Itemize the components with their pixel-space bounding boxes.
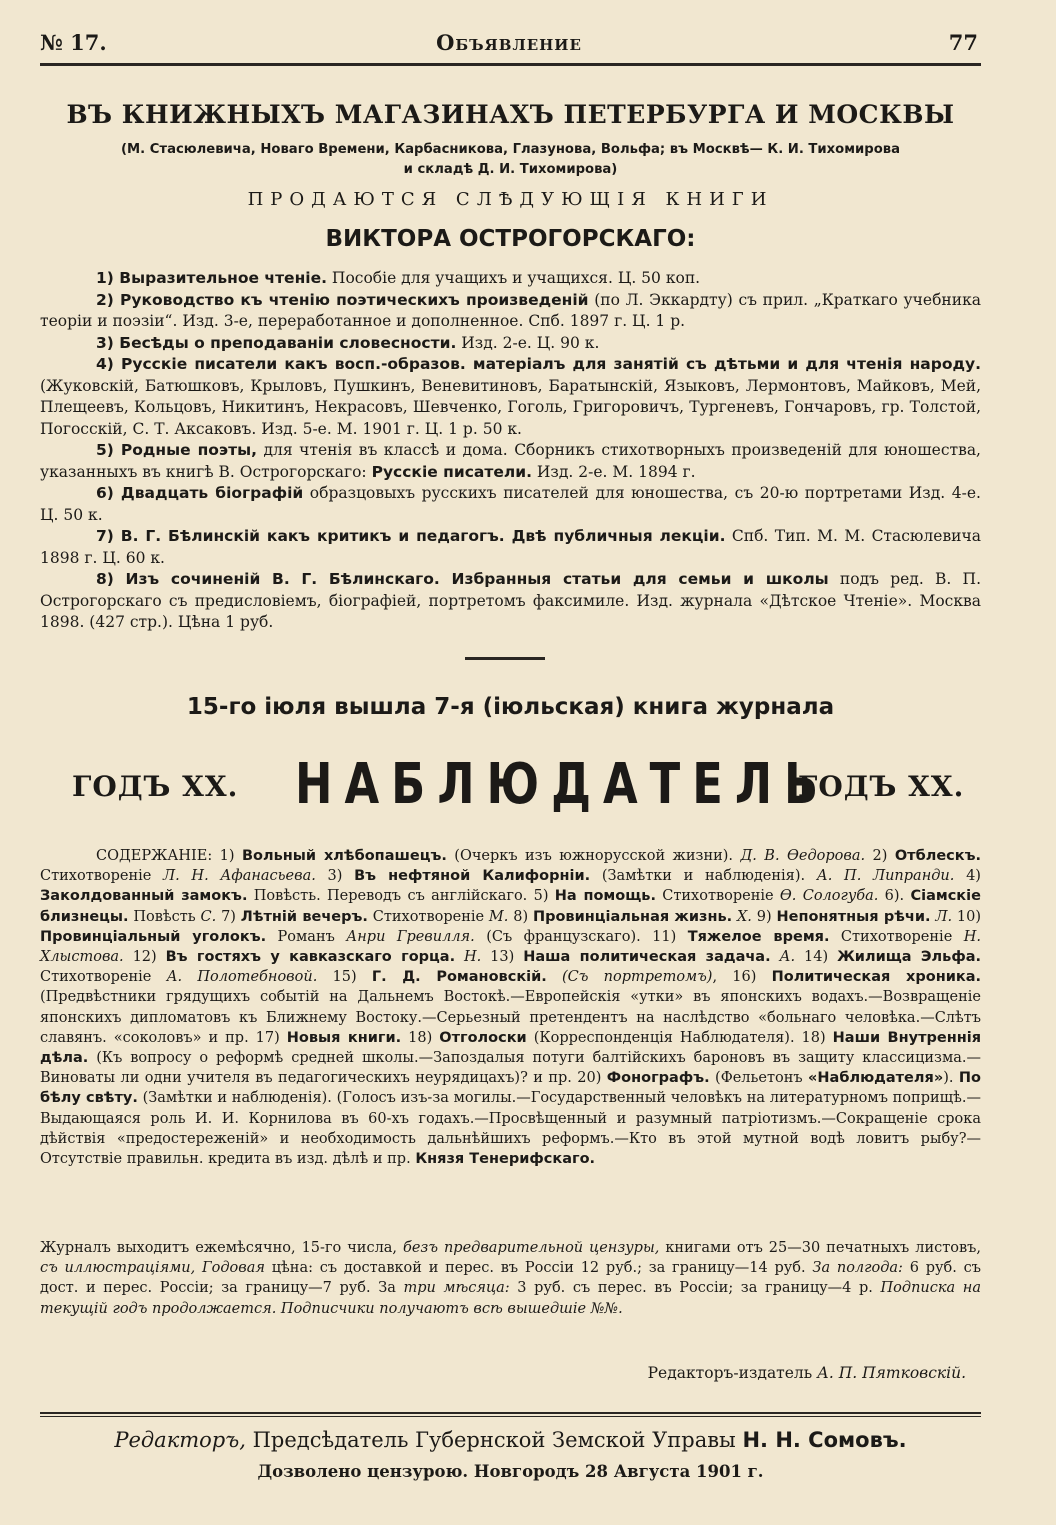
text-run: Стихотвореніе bbox=[655, 888, 780, 905]
text-run: 15) bbox=[317, 969, 372, 986]
text-run: Повѣсть. Переводъ съ англійскаго. 5) bbox=[247, 888, 555, 905]
book-title: 3) Бесѣды о преподаваніи словесности. bbox=[96, 333, 457, 352]
book-details: Изд. 2-е. Ц. 90 к. bbox=[456, 333, 600, 352]
author-name: Л. Н. Афанасьева. bbox=[163, 868, 316, 885]
ad-stores-list bbox=[40, 140, 981, 180]
text-run: Романъ bbox=[266, 928, 347, 945]
book-details: Изд. 2-е. М. 1894 г. bbox=[531, 462, 696, 481]
author-name: Анри Гревилля. bbox=[346, 928, 475, 945]
book-title: 4) Русскіе писатели какъ восп.-образов. матеріалъ для занятій съ дѣтьми и для чтенія народу. bbox=[96, 355, 981, 373]
text-run: 3) bbox=[315, 868, 355, 885]
book-details: подъ ред. В. П. Острогорскаго съ предисловіемъ, біографіей, портретомъ факсимиле. Изд. журнала «Дѣтское Чтеніе». Москва 1898. (427 стр.). Цѣна 1 руб. bbox=[40, 570, 981, 631]
issue-number: № 17. bbox=[40, 30, 107, 55]
footer-editor bbox=[40, 1428, 981, 1452]
stores-line-1: (М. Стасюлевича, Новаго Времени, Карбасникова, Глазунова, Вольфа; въ Москвѣ— К. И. Тихомирова bbox=[121, 142, 900, 157]
article-title: Наша политическая задача. bbox=[523, 949, 771, 966]
text-run: 1) bbox=[212, 848, 242, 864]
text-run: 3 руб. съ перес. въ Россіи; за границу—4 р. bbox=[509, 1280, 881, 1297]
ad-bookstores-title: ВЪ КНИЖНЫХЪ МАГАЗИНАХЪ ПЕТЕРБУРГА И МОСКВЫ bbox=[66, 100, 955, 129]
text-run: (Корреспонденція Наблюдателя). 18) bbox=[526, 1029, 833, 1046]
text-run: (Фельетонъ bbox=[709, 1070, 809, 1087]
text-run: (Съ французскаго). 11) bbox=[474, 928, 688, 945]
censorship-note: Дозволено цензурою. Новгородъ 28 Августа 1901 г. bbox=[257, 1462, 764, 1481]
book-item bbox=[40, 354, 981, 440]
text-run: 14) bbox=[795, 949, 838, 966]
text-run: 7) bbox=[216, 908, 241, 925]
article-title: Г. Д. Романовскій. bbox=[371, 969, 547, 986]
book-title: 8) Изъ сочиненій В. Г. Бѣлинскаго. Избранныя статьи для семьи и школы bbox=[96, 570, 829, 588]
footer-rule-thin bbox=[40, 1416, 981, 1417]
journal-announcement: 15-го іюля вышла 7-я (іюльская) книга журнала bbox=[186, 694, 835, 720]
author-name: За полгода: bbox=[812, 1260, 903, 1277]
article-title: Непонятныя рѣчи. bbox=[776, 908, 931, 925]
article-title: Наши Внутреннія дѣла. bbox=[40, 1029, 982, 1067]
text-run: 6 руб. съ дост. и перес. Россіи; за границу—7 руб. За bbox=[40, 1260, 981, 1297]
text-run: 9) bbox=[751, 908, 777, 925]
text-run: (Замѣтки и наблюденія). bbox=[590, 868, 817, 885]
article-title: Заколдованный замокъ. bbox=[40, 888, 248, 905]
book-details: Спб. Тип. М. М. Стасюлевича 1898 г. Ц. 60 к. bbox=[40, 527, 981, 567]
ad-selling-books: ПРОДАЮТСЯ СЛѢДУЮЩІЯ КНИГИ bbox=[247, 189, 774, 210]
footer-editor-role: Редакторъ, bbox=[114, 1428, 246, 1452]
article-title: Тяжелое время. bbox=[687, 928, 830, 945]
article-title: Вольный хлѣбопашецъ. bbox=[241, 848, 447, 864]
book-title: 5) Родные поэты, bbox=[96, 441, 257, 459]
subscription-terms bbox=[40, 1238, 981, 1319]
footer-rule-top bbox=[40, 1412, 981, 1414]
text-run: (Очеркъ изъ южнорусской жизни). bbox=[446, 848, 741, 864]
text-run: 2) bbox=[865, 848, 895, 864]
author-name: А. bbox=[779, 949, 796, 966]
book-title: Русскіе писатели. bbox=[371, 462, 532, 481]
article-title: Политическая хроника. bbox=[771, 969, 982, 986]
year-left: ГОДЪ XX. bbox=[72, 770, 239, 803]
book-item bbox=[40, 483, 981, 526]
article-title: Сіамскіе близнецы. bbox=[40, 888, 981, 925]
book-title: 2) Руководство къ чтенію поэтическихъ произведеній bbox=[96, 290, 589, 309]
footer-editor-text: Предсѣдатель Губернской Земской Управы bbox=[245, 1428, 743, 1452]
author-name: три мѣсяца: bbox=[403, 1280, 510, 1297]
author-name: Х. bbox=[736, 908, 752, 925]
author-name: Д. В. Ѳедорова. bbox=[740, 848, 866, 864]
book-item bbox=[40, 333, 981, 355]
text-run: 6). bbox=[878, 888, 911, 905]
book-details: образцовыхъ русскихъ писателей для юношества, съ 20-ю портретами Изд. 4-е. Ц. 50 к. bbox=[40, 484, 981, 524]
article-title: Жилища Эльфа. bbox=[837, 949, 982, 966]
text-run: Стихотвореніе bbox=[40, 969, 167, 986]
article-title: Провинціальная жизнь. bbox=[532, 908, 733, 925]
book-item bbox=[40, 526, 981, 569]
page-number: 77 bbox=[948, 30, 978, 55]
editor-publisher bbox=[40, 1364, 981, 1382]
text-run: 10) bbox=[952, 908, 982, 925]
text-run: 12) bbox=[123, 949, 166, 966]
article-title: Отблескъ. bbox=[894, 848, 982, 864]
header-rule bbox=[40, 63, 981, 66]
text-run bbox=[547, 969, 562, 985]
footer-editor-name: Н. Н. Сомовъ. bbox=[742, 1428, 907, 1452]
text-run: Повѣсть bbox=[128, 908, 201, 925]
contents-label: СОДЕРЖАНІЕ: bbox=[96, 848, 213, 864]
author-name: М. bbox=[488, 908, 509, 925]
text-run: Стихотвореніе bbox=[829, 928, 964, 945]
author-name: Н. bbox=[464, 949, 482, 966]
article-title: «Наблюдателя» bbox=[808, 1070, 944, 1087]
article-title: Новыя книги. bbox=[286, 1029, 402, 1046]
book-item bbox=[40, 569, 981, 634]
text-run: цѣна: съ доставкой и перес. въ Россіи 12 руб.; за границу—14 руб. bbox=[264, 1260, 813, 1277]
text-run: Журналъ выходитъ ежемѣсячно, 15-го числа, bbox=[40, 1240, 403, 1256]
author-name: (Съ портретомъ) bbox=[562, 969, 713, 986]
journal-title: НАБЛЮДАТЕЛЬ bbox=[295, 752, 831, 817]
article-title: Отголоски bbox=[439, 1029, 527, 1046]
author-name: А. П. Липранди. bbox=[816, 868, 955, 885]
text-run: ). bbox=[943, 1070, 959, 1087]
book-details: для чтенія въ классѣ и дома. Сборникъ стихотворныхъ произведеній для юношества, указанныхъ въ книгѣ В. Острогорскаго: bbox=[40, 441, 981, 481]
book-title: 6) Двадцать біографій bbox=[96, 484, 304, 502]
book-list bbox=[40, 268, 981, 634]
text-run: 8) bbox=[508, 908, 533, 925]
year-right: ГОДЪ XX. bbox=[798, 770, 965, 803]
book-item bbox=[40, 440, 981, 483]
book-item bbox=[40, 290, 981, 333]
text-run: (Къ вопросу о реформѣ средней школы.—Запоздалыя потуги балтійскихъ бароновъ въ защиту классицизма.—Виноваты ли одни учителя въ педагогическихъ неурядицахъ)? и пр. 20) bbox=[40, 1050, 981, 1087]
stores-line-2: и складѣ Д. И. Тихомирова) bbox=[403, 162, 618, 177]
author-name: Л. bbox=[935, 908, 953, 925]
article-title: Лѣтній вечеръ. bbox=[240, 908, 368, 925]
text-run bbox=[455, 949, 464, 965]
separator-rule bbox=[465, 657, 545, 660]
author-name: безъ предварительной цензуры, bbox=[403, 1240, 660, 1256]
ad-author: ВИКТОРА ОСТРОГОРСКАГО: bbox=[325, 226, 696, 252]
author-name: Ѳ. Сологуба. bbox=[779, 888, 879, 905]
author-name: А. Полотебновой. bbox=[166, 969, 318, 986]
article-title: Провинціальный уголокъ. bbox=[40, 928, 267, 945]
article-title: Князя Тенерифскаго. bbox=[415, 1151, 596, 1168]
book-details: (по Л. Эккардту) съ прил. „Краткаго учебника теоріи и поэзіи“. Изд. 3-е, переработанное и дополненное. Спб. 1897 г. Ц. 1 р. bbox=[40, 290, 981, 330]
book-details: (Жуковскій, Батюшковъ, Крыловъ, Пушкинъ, Веневитиновъ, Баратынскій, Языковъ, Лермонтовъ, Майковъ, Мей, Плещеевъ, Кольцовъ, Никитинъ, Некрасовъ, Шевченко, Гоголь, Григоровичъ, Тургеневъ, Гончаровъ, гр. Толстой, Погосскій, С. Т. Аксаковъ. Изд. 5-е. М. 1901 г. Ц. 1 р. 50 к. bbox=[40, 376, 981, 438]
author-name: съ иллюстраціями, Годовая bbox=[40, 1260, 265, 1277]
text-run bbox=[771, 949, 780, 965]
page-header bbox=[40, 30, 978, 60]
article-title: По бѣлу свѣту. bbox=[40, 1070, 981, 1107]
book-title: 1) Выразительное чтеніе. bbox=[96, 269, 327, 287]
book-details: Пособіе для учащихъ и учащихся. Ц. 50 коп. bbox=[327, 269, 701, 287]
text-run: книгами отъ 25—30 печатныхъ листовъ, bbox=[659, 1240, 981, 1256]
text-run: Стихотвореніе bbox=[367, 908, 489, 925]
article-title: Фонографъ. bbox=[606, 1070, 710, 1087]
book-title: 7) В. Г. Бѣлинскій какъ критикъ и педагогъ. Двѣ публичныя лекціи. bbox=[96, 527, 726, 545]
text-run: (Предвѣстники грядущихъ событій на Дальнемъ Востокѣ.—Европейскія «утки» въ японскихъ водахъ.—Возвращеніе японскихъ дипломатовъ къ Ближнему Востоку.—Серьезный претендентъ на наслѣдство «больнаго человѣка.—Слѣтъ славянъ. «соколовъ» и пр. 17) bbox=[40, 989, 981, 1046]
text-run: 4) bbox=[954, 868, 981, 885]
editor-name: А. П. Пятковскій. bbox=[817, 1364, 966, 1382]
text-run: (Замѣтки и наблюденія). (Голосъ изъ-за могилы.—Государственный человѣкъ на литературномъ поприщѣ.—Выдающаяся роль И. И. Корнилова въ 60-хъ годахъ.—Просвѣщенный и разумный патріотизмъ.—Сокращеніе срока дѣйствія «предостереженій» и необходимость дальнѣйшихъ реформъ.—Кто въ этой мутной водѣ ловитъ рыбу?—Отсутствіе правильн. кредита въ изд. дѣлѣ и пр. bbox=[40, 1090, 981, 1168]
author-name: С. bbox=[200, 908, 217, 925]
text-run: Стихотвореніе bbox=[40, 868, 164, 885]
article-title: Въ нефтяной Калифорніи. bbox=[354, 868, 591, 885]
author-name: Подписка на текущій годъ продолжается. Подписчики получаютъ всѣ вышедшіе №№. bbox=[40, 1280, 981, 1317]
article-title: На помощь. bbox=[554, 888, 656, 905]
text-run: 13) bbox=[481, 949, 524, 966]
book-item bbox=[40, 268, 981, 290]
section-title: Объявление bbox=[436, 30, 582, 55]
article-title: Въ гостяхъ у кавказскаго горца. bbox=[165, 949, 456, 966]
journal-contents bbox=[40, 846, 981, 1169]
editor-label: Редакторъ-издатель bbox=[647, 1364, 818, 1382]
text-run: 18) bbox=[401, 1029, 440, 1046]
author-name: Н. Хлыстова. bbox=[40, 928, 981, 966]
text-run: , 16) bbox=[712, 969, 772, 986]
